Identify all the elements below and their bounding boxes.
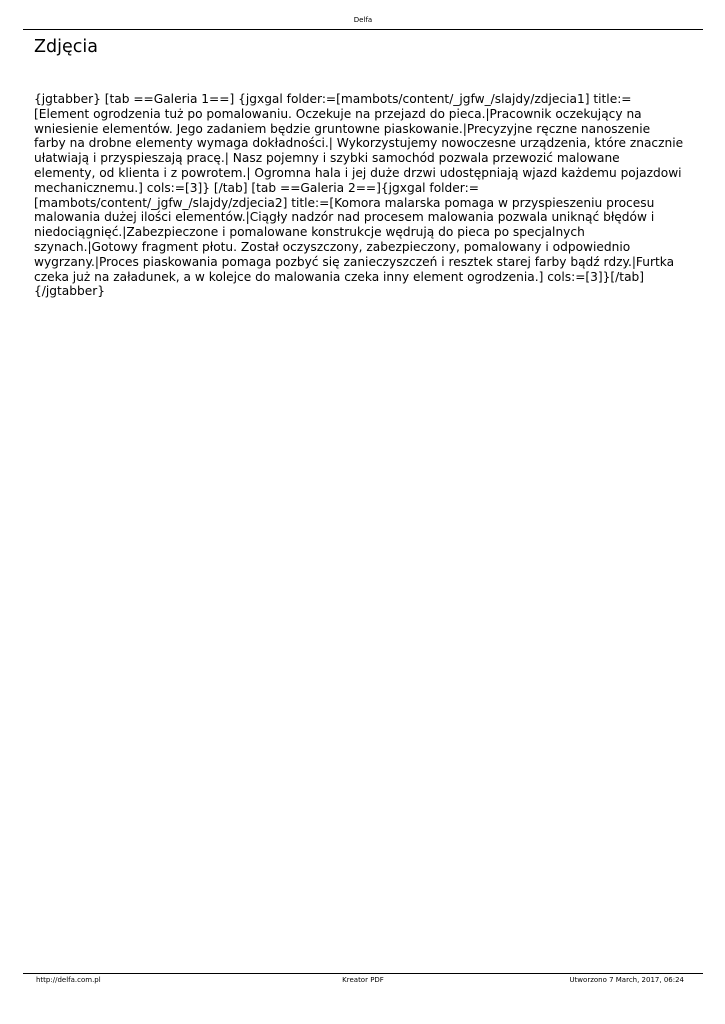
article-body: {jgtabber} [tab ==Galeria 1==] {jgxgal folder:=[mambots/content/_jgfw_/slajdy/zdjecia1] title:=[Element ogrodzenia tuż po pomalowaniu. Oczekuje na przejazd do pieca.|Pracownik oczekujący na wniesienie elementów. Jego zadaniem będzie gruntowne piaskowanie.|Precyzyjne ręczne nanoszenie farby na drobne elementy wymaga dokładności.| Wykorzystujemy nowoczesne urządzenia, które znacznie ułatwiają i przyspieszają pracę.| Nasz pojemny i szybki samochód pozwala przewozić malowane elementy, od klienta i z powrotem.| Ogromna hala i jej duże drzwi udostępniają wjazd każdemu pojazdowi mechanicznemu.] cols:=[3]} [/tab] [tab ==Galeria 2==]{jgxgal folder:=[mambots/content/_jgfw_/slajdy/zdjecia2] title:=[Komora malarska pomaga w przyspieszeniu procesu malowania dużej ilości elementów.|Ciągły nadzór nad procesem malowania pozwala uniknąć błędów i niedociągnięć.|Zabezpieczone i pomalowane konstrukcje wędrują do pieca po specjalnych szynach.|Gotowy fragment płotu. Został oczyszczony, zabezpieczony, pomalowany i odpowiednio wygrzany.|Proces piaskowania pomaga pozbyć się zanieczyszczeń i resztek starej farby bądź rdzy.|Furtka czeka już na załadunek, a w kolejce do malowania czeka inny element ogrodzenia.] cols:=[3]}[/tab] {/jgtabber} (34, 92, 684, 299)
site-name: Delfa (353, 16, 373, 24)
page-header (23, 14, 703, 30)
footer-created-date: Utworzono 7 March, 2017, 06:24 (569, 976, 684, 984)
footer-generator: Kreator PDF (342, 976, 384, 984)
page-title: Zdjęcia (34, 37, 98, 57)
page-footer (23, 973, 703, 988)
footer-url[interactable]: http://delfa.com.pl (36, 976, 101, 984)
